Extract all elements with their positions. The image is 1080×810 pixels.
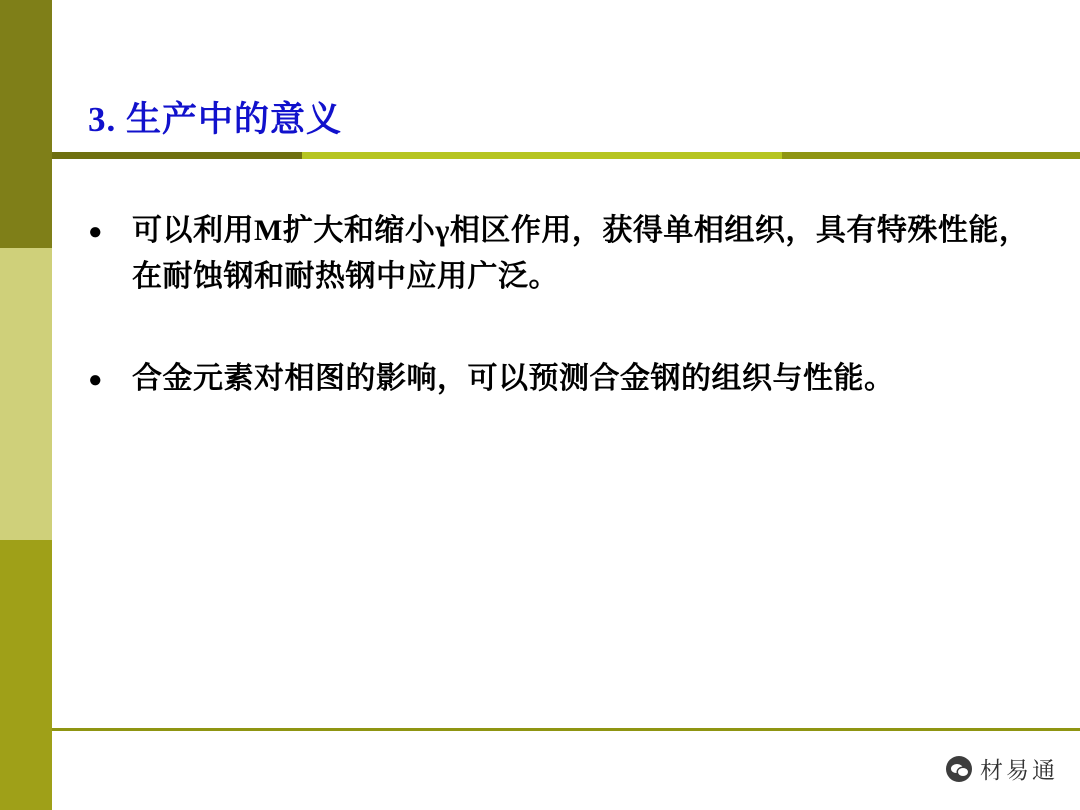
bullet-item bbox=[88, 208, 1038, 300]
footer-divider bbox=[52, 728, 1080, 731]
watermark-label: 材易通 bbox=[980, 758, 1058, 783]
left-decorative-rail bbox=[0, 0, 52, 810]
bullet-item bbox=[88, 356, 1038, 402]
rail-segment-light bbox=[0, 248, 52, 540]
title-divider-segment-right bbox=[782, 152, 1080, 159]
slide-body bbox=[88, 208, 1038, 458]
bullet-text: 合金元素对相图的影响，可以预测合金钢的组织与性能。 bbox=[132, 362, 895, 395]
bullet-text: 可以利用M扩大和缩小γ相区作用，获得单相组织，具有特殊性能，在耐蚀钢和耐热钢中应用广泛。 bbox=[132, 214, 1030, 293]
bullet-marker-icon: ● bbox=[88, 219, 103, 245]
slide-title: 3. 生产中的意义 bbox=[88, 100, 343, 139]
title-divider-segment-left bbox=[52, 152, 302, 159]
bullet-marker-icon: ● bbox=[88, 367, 103, 393]
wechat-icon bbox=[946, 756, 972, 782]
rail-segment-mid bbox=[0, 540, 52, 810]
title-divider bbox=[52, 152, 1080, 159]
title-divider-segment-center bbox=[302, 152, 782, 159]
watermark bbox=[946, 752, 1058, 785]
rail-segment-dark bbox=[0, 0, 52, 248]
